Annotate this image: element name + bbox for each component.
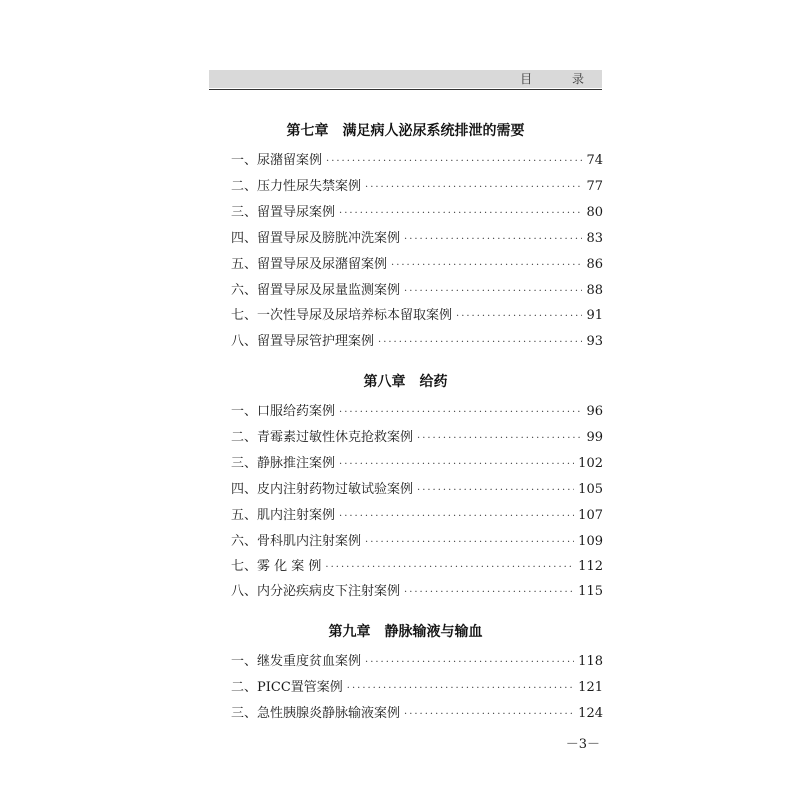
dot-leader — [365, 533, 574, 553]
toc-entry[interactable] — [231, 203, 603, 223]
toc-entry-label: 六、留置导尿及尿量监测案例 — [231, 283, 401, 298]
toc-entry-page: 74 — [586, 153, 603, 168]
toc-entry[interactable] — [231, 652, 603, 672]
dot-leader — [404, 230, 582, 250]
dot-leader — [325, 558, 574, 578]
toc-entry[interactable] — [231, 229, 603, 249]
toc-entry[interactable] — [231, 557, 603, 577]
toc-entry-label: 七、一次性导尿及尿培养标本留取案例 — [231, 308, 453, 323]
toc-entry-page: 107 — [578, 508, 603, 523]
chapter-title: 满足病人泌尿系统排泄的需要 — [342, 123, 525, 139]
toc-entry-page: 88 — [586, 283, 603, 298]
toc-entry-page: 91 — [586, 308, 603, 323]
toc-entry[interactable] — [231, 428, 603, 448]
chapter-heading — [209, 622, 602, 642]
toc-entry-label: 七、雾 化 案 例 — [231, 559, 322, 574]
toc-entry-label: 二、压力性尿失禁案例 — [231, 179, 362, 194]
chapter-heading — [209, 121, 602, 141]
dot-leader — [347, 679, 574, 699]
header-rule — [209, 89, 602, 90]
toc-entry[interactable] — [231, 678, 603, 698]
toc-entry-label: 五、留置导尿及尿潴留案例 — [231, 257, 388, 272]
dot-leader — [404, 583, 574, 603]
page-number: －3－ — [565, 737, 600, 752]
toc-entry[interactable] — [231, 506, 603, 526]
toc-entry-page: 93 — [586, 334, 603, 349]
toc-entry-label: 三、静脉推注案例 — [231, 456, 336, 471]
toc-entry-label: 一、尿潴留案例 — [231, 153, 323, 168]
toc-entry-label: 三、急性胰腺炎静脉输液案例 — [231, 706, 401, 721]
toc-entry-page: 121 — [578, 680, 603, 695]
dot-leader — [404, 705, 574, 725]
toc-entry-label: 三、留置导尿案例 — [231, 205, 336, 220]
dot-leader — [378, 333, 582, 353]
toc-entry-page: 102 — [578, 456, 603, 471]
dot-leader — [391, 256, 582, 276]
toc-entry-page: 105 — [578, 482, 603, 497]
toc-entry-page: 83 — [586, 231, 603, 246]
toc-entry-label: 四、留置导尿及膀胱冲洗案例 — [231, 231, 401, 246]
toc-entry-page: 80 — [586, 205, 603, 220]
toc-entry[interactable] — [231, 454, 603, 474]
dot-leader — [365, 178, 582, 198]
chapter-heading — [209, 372, 602, 392]
toc-entry[interactable] — [231, 281, 603, 301]
dot-leader — [417, 429, 582, 449]
toc-entry-page: 77 — [586, 179, 603, 194]
toc-entry-label: 六、骨科肌内注射案例 — [231, 534, 362, 549]
toc-entry[interactable] — [231, 151, 603, 171]
toc-entry[interactable] — [231, 177, 603, 197]
toc-entry[interactable] — [231, 480, 603, 500]
toc-entry[interactable] — [231, 332, 603, 352]
toc-entry-label: 八、留置导尿管护理案例 — [231, 334, 375, 349]
dot-leader — [339, 204, 582, 224]
toc-entry-page: 124 — [578, 706, 603, 721]
toc-entry-page: 109 — [578, 534, 603, 549]
dot-leader — [339, 507, 574, 527]
chapter-number: 第七章 — [286, 123, 329, 139]
chapter-number: 第八章 — [363, 374, 406, 390]
toc-entry-label: 一、继发重度贫血案例 — [231, 654, 362, 669]
dot-leader — [456, 307, 582, 327]
toc-entry-page: 96 — [586, 404, 603, 419]
toc-entry-page: 112 — [578, 559, 603, 574]
toc-entry-label: 四、皮内注射药物过敏试验案例 — [231, 482, 414, 497]
dot-leader — [417, 481, 574, 501]
dot-leader — [339, 455, 574, 475]
toc-entry[interactable] — [231, 402, 603, 422]
toc-entry-label: 二、青霉素过敏性休克抢救案例 — [231, 430, 414, 445]
dot-leader — [339, 403, 582, 423]
toc-entry[interactable] — [231, 704, 603, 724]
dot-leader — [404, 282, 582, 302]
dot-leader — [326, 152, 582, 172]
toc-entry-label: 八、内分泌疾病皮下注射案例 — [231, 584, 401, 599]
toc-entry[interactable] — [231, 255, 603, 275]
toc-entry-label: 二、PICC置管案例 — [231, 680, 343, 695]
chapter-title: 给药 — [419, 374, 448, 390]
chapter-title: 静脉输液与输血 — [384, 624, 483, 640]
toc-entry-page: 118 — [578, 654, 603, 669]
toc-entry-label: 五、肌内注射案例 — [231, 508, 336, 523]
toc-entry-page: 86 — [586, 257, 603, 272]
running-header-title: 目 录 — [520, 72, 602, 86]
chapter-number: 第九章 — [328, 624, 371, 640]
toc-entry[interactable] — [231, 306, 603, 326]
toc-entry[interactable] — [231, 532, 603, 552]
toc-entry-page: 115 — [578, 584, 603, 599]
toc-entry[interactable] — [231, 582, 603, 602]
toc-entry-label: 一、口服给药案例 — [231, 404, 336, 419]
dot-leader — [365, 653, 574, 673]
toc-entry-page: 99 — [586, 430, 603, 445]
